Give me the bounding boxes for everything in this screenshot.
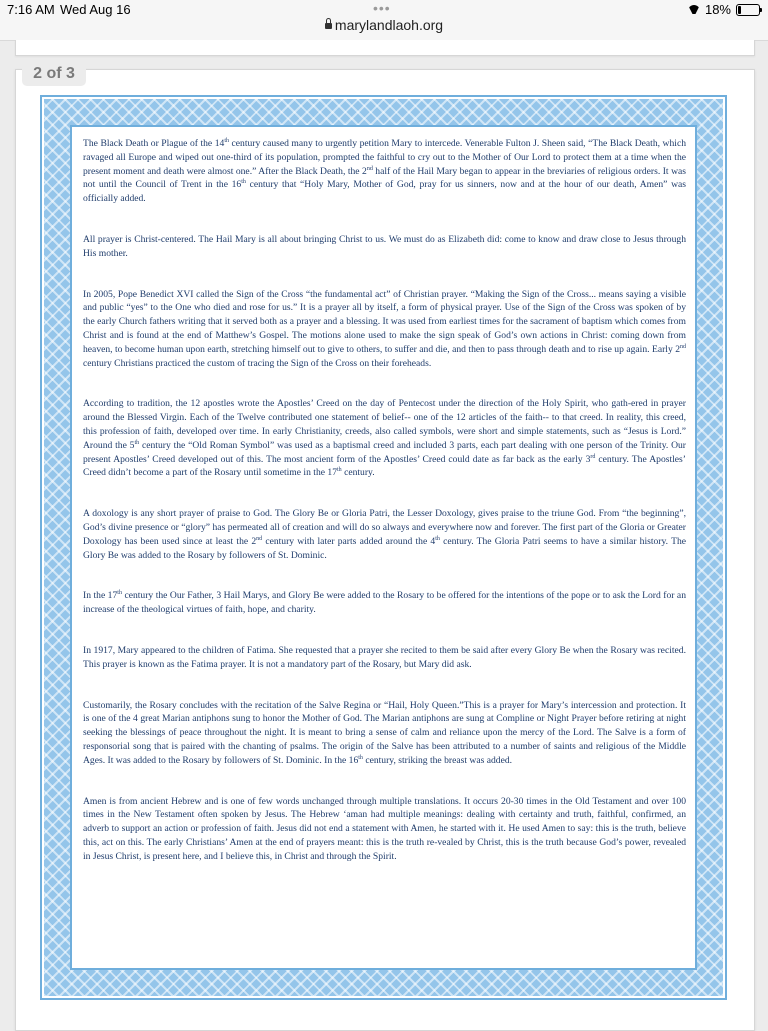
paragraph-3 (83, 288, 686, 371)
ordinal-suffix: th (435, 535, 440, 542)
ordinal-suffix: th (241, 179, 246, 186)
paragraph-text: half of the Hail Mary began to appear in the breviaries of religious orders. It was not until the Council of Trent in the 16 (83, 165, 686, 191)
paragraph-text: In 1917, Mary appeared to the children of Fatima. She requested that a prayer she recited to them be said after every Glory Be when the Rosary was recited. This prayer is known as the Fatima prayer. It is not a mandatory part of the Rosary, but Mary did ask. (83, 644, 686, 670)
ordinal-suffix: th (117, 590, 122, 597)
status-bar (0, 0, 768, 41)
paragraph-text: century, striking the breast was added. (362, 754, 513, 766)
paragraph-text: century that “Holy Mary, Mother of God, pray for us sinners, now and at the hour of our death, Amen” was officially added. (83, 179, 686, 205)
url-text[interactable]: marylandlaoh.org (334, 17, 444, 33)
paragraph-text: century caused many to urgently petition Mary to intercede. Venerable Fulton J. Sheen said, “The Black Death, which ravaged all Europe and wiped out one-third of its population, prompted the faithful to cry out to the Mother of Our Lord to protect them at a time when the present moment and death were almost one.” After the Black Death, the 2 (83, 138, 686, 177)
ordinal-suffix: nd (680, 343, 686, 350)
paragraph-text: century with later parts added around the 4 (262, 535, 436, 547)
paragraph-text: century. The Gloria Patri seems to have a similar history. The Glory Be was added to the Rosary by followers of St. Dominic. (83, 535, 686, 561)
ordinal-suffix: nd (366, 165, 373, 172)
paragraph-text: century Christians practiced the custom of tracing the Sign of the Cross on their foreheads. (83, 357, 432, 369)
ordinal-suffix: th (134, 439, 140, 446)
paragraph-text: In 2005, Pope Benedict XVI called the Sign of the Cross “the fundamental act” of Christian prayer. “Making the Sign of the Cross... means saying a visible and public “yes” to the One who died and rose for us.” It is a prayer all by itself, a form of physical prayer. Use of the Sign of the Cross was spoken of by the early Church fathers writing that it served both as a prayer and a blessing. It was used from earliest times for the sacrament of baptism which comes from Christ and is found at the end of Matthew’s Gospel. The motions alone used to make the sign speak of God’s own actions in Christ: coming down from heaven, to become human upon earth, stretching himself out to give to others, to suffer and die, and then to pass through death and to rise up again. Early 2 (83, 288, 686, 355)
document-text (83, 137, 686, 890)
paragraph-text: A doxology is any short prayer of praise to God. The Glory Be or Gloria Patri, the Lesser Doxology, gives praise to the triune God. From “the beginning”, God’s divine presence or “glory” has permeated all of creation and will do so always and everywhere now and forever. The first part of the Gloria or Greater Doxology has been used since at least the 2 (83, 508, 686, 547)
paragraph-5 (83, 507, 686, 562)
paragraph-1 (83, 137, 686, 206)
ordinal-suffix: rd (590, 453, 596, 460)
decorative-celtic-border (42, 97, 725, 998)
document-content-area (70, 125, 697, 970)
more-dots-icon[interactable]: ••• (373, 0, 391, 16)
paragraph-text: The Black Death or Plague of the 14 (83, 138, 225, 149)
wifi-icon (688, 5, 700, 14)
ordinal-suffix: th (337, 467, 342, 474)
paragraph-text: century the Our Father, 3 Hail Marys, and Glory Be were added to the Rosary to be offered for the intentions of the pope or to ask the Lord for an increase of the theological virtues of faith, hope, and charity. (83, 590, 686, 616)
paragraph-8 (83, 699, 686, 768)
paragraph-6 (83, 589, 686, 617)
paragraph-7 (83, 644, 686, 672)
paragraph-text: century. The Apostles’ Creed didn’t become a part of the Rosary until sometime in the 17 (83, 453, 686, 479)
ordinal-suffix: nd (256, 535, 263, 542)
status-date: Wed Aug 16 (60, 2, 131, 17)
paragraph-9 (83, 795, 686, 864)
lock-icon (325, 23, 332, 29)
ordinal-suffix: th (358, 754, 363, 761)
paragraph-text: Amen is from ancient Hebrew and is one of few words unchanged through multiple translations. It occurs 20-30 times in the Old Testament and over 100 times in the New Testament often spoken by Jesus. The Hebrew ‘aman had multiple meanings: dealing with certainty and truth, faithful, confirmed, an adverb to support an action or profession of faith. Jesus did not end a statement with Amen, he started with it. He used Amen to say: this is the truth, believe this, act on this. The early Christians’ Amen at the end of prayers meant: this is the truth re-vealed by Christ, this is the truth because God’s power, revealed in Jesus Christ, is present here, and I believe this, in Christ and through the Spirit. (83, 795, 686, 862)
page-indicator: 2 of 3 (22, 62, 86, 86)
ordinal-suffix: th (224, 137, 229, 144)
paragraph-text: century the “Old Roman Symbol” was used as a baptismal creed and included 3 parts, each part dealing with one person of the Trinity. Our present Apostles’ Creed developed out of this. The most ancient form of the Apostles’ Creed could date as far back as the early 3 (83, 439, 687, 465)
paragraph-text: Customarily, the Rosary concludes with the recitation of the Salve Regina or “Hail, Holy Queen.”This is a prayer for Mary’s intercession and protection. It is one of the 4 great Marian antiphons sung to honor the Mother of God. The Marian antiphons are sung at Compline or Night Prayer before retiring at night seeking the blessings of peace throughout the night. It is meant to bring a sense of calm and reliance upon the mercy of the Lord. The Salve is a form of responsorial song that is paired with the chanting of psalms. The origin of the Salve has been attributed to a number of saints and religious of the Middle Ages. It was added to the Rosary by followers of St. Dominic. In the 16 (83, 699, 686, 766)
previous-page-edge (15, 40, 755, 56)
paragraph-text: century. (341, 467, 375, 479)
paragraph-text: All prayer is Christ-centered. The Hail Mary is all about bringing Christ to us. We must do as Elizabeth did: come to know and draw close to Jesus through His mother. (83, 233, 686, 259)
paragraph-text: In the 17 (83, 590, 118, 602)
address-bar[interactable] (0, 17, 768, 33)
status-indicators (688, 2, 760, 17)
status-time: 7:16 AM (7, 2, 55, 17)
paragraph-text: According to tradition, the 12 apostles wrote the Apostles’ Creed on the day of Pentecost under the direction of the Holy Spirit, who gath-ered in prayer around the Blessed Virgin. Each of the Twelve contributed one statement of belief-- one of the 12 articles of the faith-- to that creed. In reality, this creed, this profession of faith, developed over time. In early Christianity, creeds, also called symbols, were short and simple statements, such as “Jesus is Lord.” Around the 5 (83, 398, 686, 451)
battery-icon (736, 4, 760, 16)
battery-level (738, 6, 741, 14)
paragraph-2 (83, 233, 686, 261)
paragraph-4 (83, 397, 686, 480)
battery-percent: 18% (704, 2, 731, 17)
